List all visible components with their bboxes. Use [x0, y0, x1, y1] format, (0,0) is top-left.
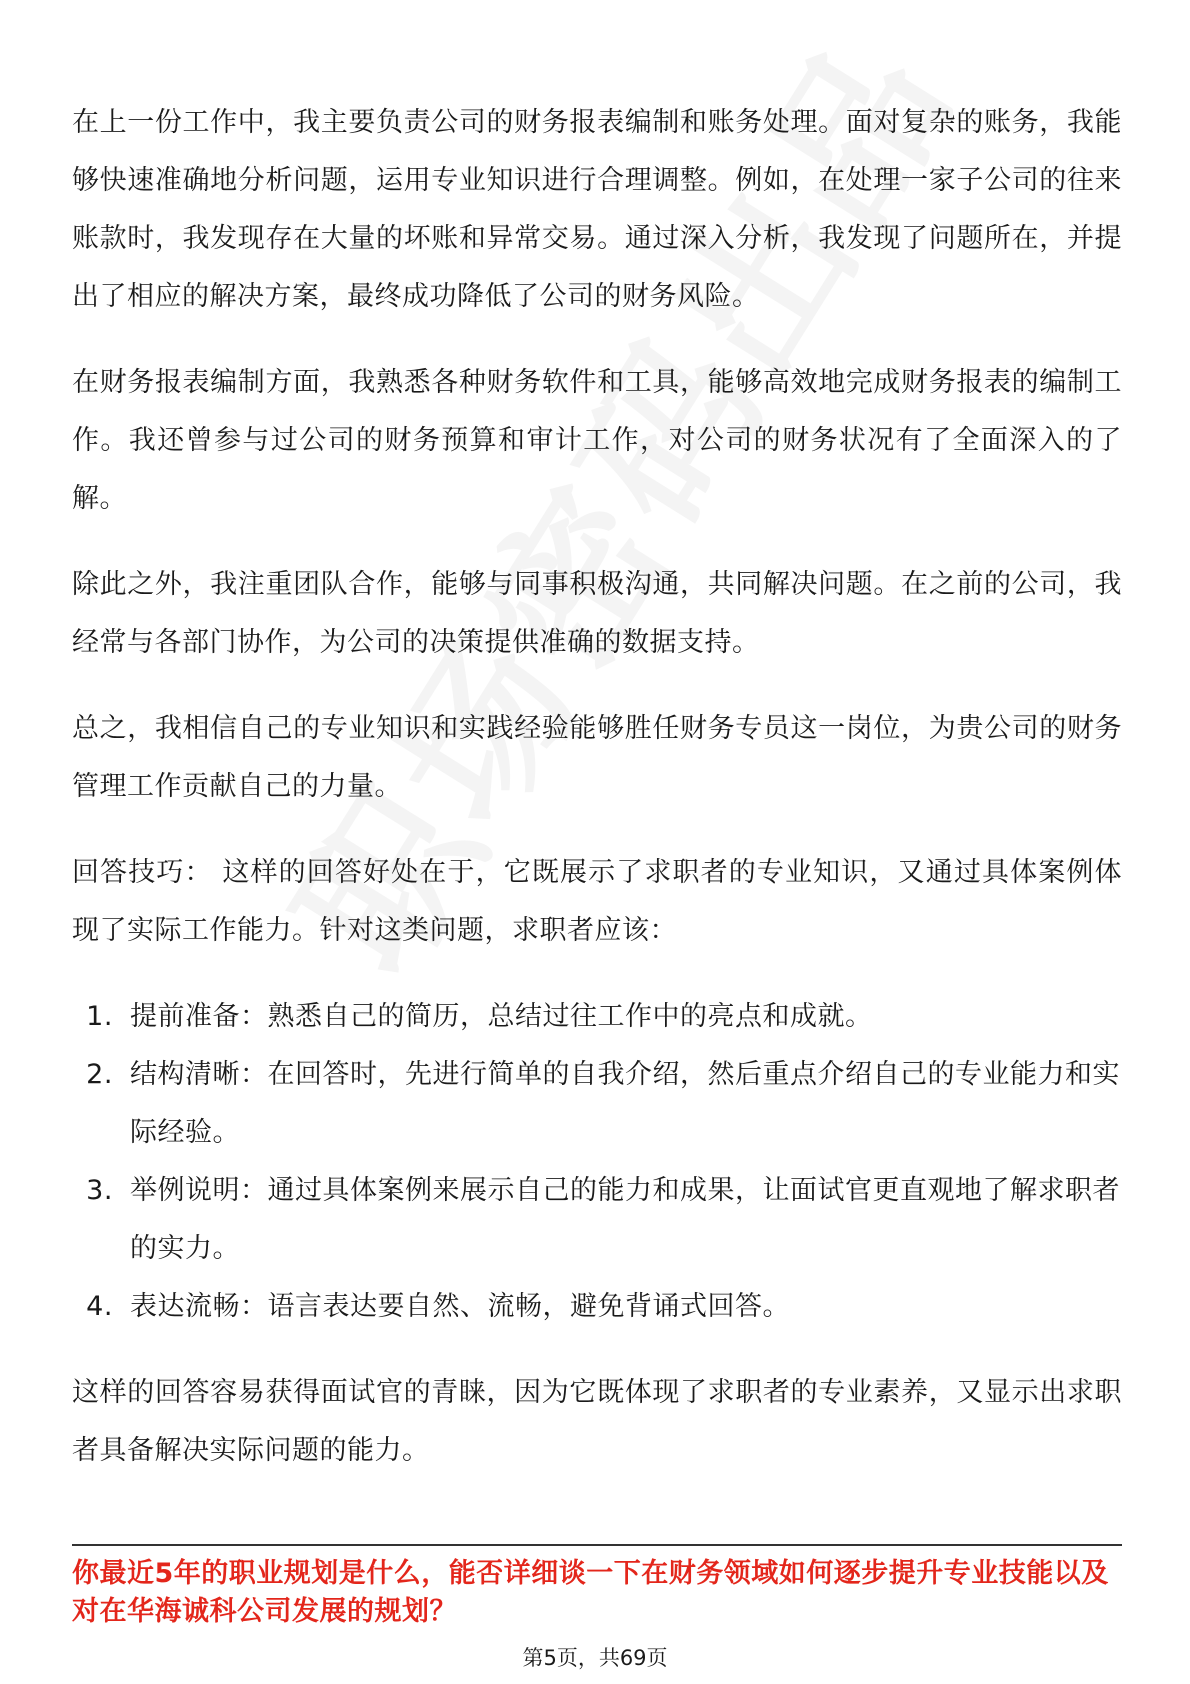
- paragraph-teamwork: 除此之外，我注重团队合作，能够与同事积极沟通，共同解决问题。在之前的公司，我经常与各部门协作，为公司的决策提供准确的数据支持。: [72, 569, 1122, 658]
- paragraph-summary: 总之，我相信自己的专业知识和实践经验能够胜任财务专员这一岗位，为贵公司的财务管理工作贡献自己的力量。: [72, 713, 1122, 802]
- paragraph-answer-tips: 回答技巧： 这样的回答好处在于，它既展示了求职者的专业知识，又通过具体案例体现了实际工作能力。针对这类问题，求职者应该：: [72, 857, 1122, 946]
- paragraph-conclusion: 这样的回答容易获得面试官的青睐，因为它既体现了求职者的专业素养，又显示出求职者具备解决实际问题的能力。: [72, 1377, 1122, 1466]
- paragraph-report-skills: 在财务报表编制方面，我熟悉各种财务软件和工具，能够高效地完成财务报表的编制工作。我还曾参与过公司的财务预算和审计工作，对公司的财务状况有了全面深入的了解。: [72, 367, 1122, 514]
- tips-list-item: 1. 提前准备：熟悉自己的简历，总结过往工作中的亮点和成就。: [122, 988, 1122, 1046]
- paragraph-work-experience: 在上一份工作中，我主要负责公司的财务报表编制和账务处理。面对复杂的账务，我能够快速准确地分析问题，运用专业知识进行合理调整。例如，在处理一家子公司的往来账款时，我发现存在大量的坏账和异常交易。通过深入分析，我发现了问题所在，并提出了相应的解决方案，最终成功降低了公司的财务风险。: [72, 107, 1122, 312]
- tips-list-item: 2. 结构清晰：在回答时，先进行简单的自我介绍，然后重点介绍自己的专业能力和实际经验。: [122, 1046, 1122, 1162]
- document-body: [72, 94, 1122, 1508]
- next-question-heading: 你最近5年的职业规划是什么，能否详细谈一下在财务领域如何逐步提升专业技能以及对在华海诚科公司发展的规划？: [72, 1558, 1109, 1627]
- tips-list-item: 3. 举例说明：通过具体案例来展示自己的能力和成果，让面试官更直观地了解求职者的实力。: [122, 1162, 1122, 1278]
- page-number: 第5页，共69页: [522, 1646, 668, 1670]
- tips-list: [72, 988, 1122, 1336]
- tips-list-item: 4. 表达流畅：语言表达要自然、流畅，避免背诵式回答。: [122, 1278, 1122, 1336]
- section-divider: [72, 1544, 1122, 1546]
